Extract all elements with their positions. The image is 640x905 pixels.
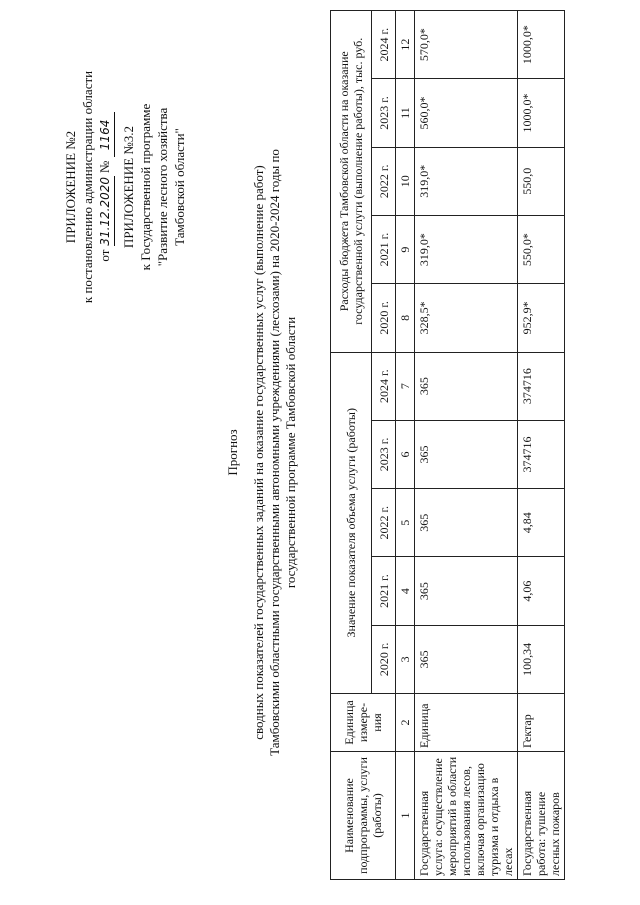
index-cell: 11 xyxy=(396,79,415,147)
row-value: 4,84 xyxy=(518,489,565,557)
appendix-main-title: ПРИЛОЖЕНИЕ №2 xyxy=(63,130,78,244)
row-unit: Единица xyxy=(415,694,518,752)
number-label: № xyxy=(97,160,112,174)
header-volume-group: Значение показателя объема услуги (работы) xyxy=(331,352,372,693)
forecast-table xyxy=(330,10,565,880)
forecast-table-wrapper xyxy=(330,10,565,880)
header-year: 2020 г. xyxy=(372,284,396,352)
index-cell: 1 xyxy=(396,752,415,880)
row-value: 365 xyxy=(415,557,518,625)
index-cell: 2 xyxy=(396,694,415,752)
row-value: 100,34 xyxy=(518,625,565,693)
document-title-line2: Тамбовскими областными государственными автономными учреждениями (лесхозами) на 2020-2024 годы по xyxy=(267,149,282,756)
index-cell: 7 xyxy=(396,352,415,420)
row-value: 560,0* xyxy=(415,79,518,147)
decree-number: 1164 xyxy=(97,112,115,157)
appendix-program-block xyxy=(120,22,188,352)
row-name: Государственная услуга: осуществление мероприятий в области использования лесов, включая организацию туризма и отдыха в лесах xyxy=(415,752,518,880)
appendix-program-line3: "Развитие лесного хозяйства xyxy=(155,107,170,267)
row-value: 319,0* xyxy=(415,147,518,215)
header-row-group xyxy=(331,11,372,880)
index-cell: 5 xyxy=(396,489,415,557)
document-title: Прогноз xyxy=(225,429,240,476)
row-value: 319,0* xyxy=(415,215,518,283)
header-year: 2024 г. xyxy=(372,352,396,420)
index-cell: 3 xyxy=(396,625,415,693)
header-year: 2024 г. xyxy=(372,11,396,79)
row-unit: Гектар xyxy=(518,694,565,752)
document-title-line1: сводных показателей государственных заданий на оказание государственных услуг (выполнение работ) xyxy=(251,165,266,740)
index-cell: 9 xyxy=(396,215,415,283)
header-year: 2021 г. xyxy=(372,557,396,625)
appendix-program-line2: к Государственной программе xyxy=(138,103,153,271)
row-value: 365 xyxy=(415,489,518,557)
row-value: 550,0* xyxy=(518,215,565,283)
row-value: 952,9* xyxy=(518,284,565,352)
appendix-main-date-line xyxy=(96,22,115,352)
row-value: 570,0* xyxy=(415,11,518,79)
decree-date: 31.12.2020 xyxy=(97,176,115,246)
date-prefix: от xyxy=(97,249,112,262)
header-year: 2021 г. xyxy=(372,215,396,283)
document-title-line3: государственной программе Тамбовской области xyxy=(283,316,298,589)
index-row xyxy=(396,11,415,880)
row-value: 365 xyxy=(415,625,518,693)
row-value: 365 xyxy=(415,420,518,488)
appendix-program-line4: Тамбовской области" xyxy=(172,128,187,246)
row-value: 365 xyxy=(415,352,518,420)
row-value: 1000,0* xyxy=(518,79,565,147)
header-year: 2022 г. xyxy=(372,147,396,215)
appendix-main-block xyxy=(62,22,115,352)
appendix-main-subtitle: к постановлению администрации области xyxy=(80,70,95,304)
row-value: 4,06 xyxy=(518,557,565,625)
index-cell: 4 xyxy=(396,557,415,625)
index-cell: 10 xyxy=(396,147,415,215)
header-name: Наименование подпрограммы, услуги (работы) xyxy=(331,752,396,880)
header-year: 2022 г. xyxy=(372,489,396,557)
index-cell: 6 xyxy=(396,420,415,488)
header-year: 2023 г. xyxy=(372,420,396,488)
row-name: Государственная работа: тушение лесных пожаров xyxy=(518,752,565,880)
row-value: 550,0 xyxy=(518,147,565,215)
table-row xyxy=(518,11,565,880)
appendix-program-title: ПРИЛОЖЕНИЕ №3.2 xyxy=(121,125,136,249)
table-row xyxy=(415,11,518,880)
row-value: 328,5* xyxy=(415,284,518,352)
header-expense-group: Расходы бюджета Тамбовской области на оказание государственной услуги (выполнение работы), тыс. руб. xyxy=(331,11,372,353)
header-year: 2020 г. xyxy=(372,625,396,693)
row-value: 1000,0* xyxy=(518,11,565,79)
header-year: 2023 г. xyxy=(372,79,396,147)
row-value: 374716 xyxy=(518,352,565,420)
document-title-block xyxy=(225,40,299,865)
header-unit: Единица измере-ния xyxy=(331,694,396,752)
row-value: 374716 xyxy=(518,420,565,488)
index-cell: 12 xyxy=(396,11,415,79)
index-cell: 8 xyxy=(396,284,415,352)
